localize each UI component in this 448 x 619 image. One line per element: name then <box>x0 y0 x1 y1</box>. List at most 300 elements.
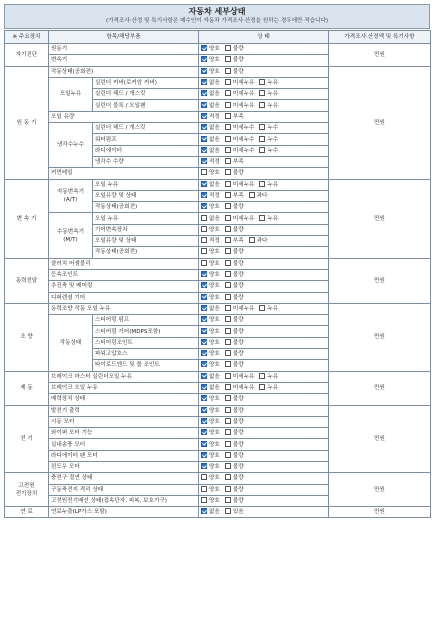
status-option[interactable] <box>201 158 220 166</box>
checked-checkbox-icon[interactable] <box>201 452 207 458</box>
main-device-label: 고전원 전기장치 <box>5 473 49 507</box>
checked-checkbox-icon[interactable] <box>201 350 207 356</box>
status-option[interactable] <box>225 429 244 437</box>
checkbox-icon[interactable] <box>225 79 231 85</box>
checked-checkbox-icon[interactable] <box>201 79 207 85</box>
checked-checkbox-icon[interactable] <box>201 203 207 209</box>
status-option[interactable] <box>225 192 244 200</box>
checkbox-icon[interactable] <box>259 384 265 390</box>
status-option[interactable] <box>201 226 220 234</box>
status-option-label: 미세누유 <box>232 91 255 98</box>
checkbox-icon[interactable] <box>201 474 207 480</box>
checkbox-icon[interactable] <box>259 181 265 187</box>
status-option[interactable] <box>225 497 244 505</box>
item-label: 와이퍼 모터 기능 <box>49 428 199 439</box>
status-option[interactable] <box>201 407 220 415</box>
checkbox-icon[interactable] <box>225 215 231 221</box>
status-option[interactable] <box>201 124 220 132</box>
status-option-label: 누수 <box>267 136 279 143</box>
status-option-label: 불량 <box>232 396 244 403</box>
checked-checkbox-icon[interactable] <box>201 113 207 119</box>
checkbox-icon[interactable] <box>225 350 231 356</box>
price-cell[interactable]: 만원 <box>329 258 431 303</box>
status-option[interactable] <box>201 215 220 223</box>
item-label: 고전원전기배선 상태(접속단자, 피복, 보호기구) <box>49 495 199 506</box>
status-option-label: 불량 <box>232 441 244 448</box>
checked-checkbox-icon[interactable] <box>201 418 207 424</box>
status-cell <box>199 428 329 439</box>
item-label: 구동축전지 격리 상태 <box>49 484 199 495</box>
status-option[interactable] <box>225 474 244 482</box>
checkbox-icon[interactable] <box>225 260 231 266</box>
item-label: 스티어링 펌프 <box>93 315 199 326</box>
status-option[interactable] <box>201 90 220 98</box>
item-label: 배력장치 상태 <box>49 394 199 405</box>
main-device-label: 동력전달 <box>5 258 49 303</box>
status-cell <box>199 281 329 292</box>
price-cell[interactable]: 만원 <box>329 303 431 371</box>
status-option[interactable] <box>201 339 220 347</box>
checkbox-icon[interactable] <box>225 361 231 367</box>
checkbox-icon[interactable] <box>225 316 231 322</box>
checked-checkbox-icon[interactable] <box>201 339 207 345</box>
status-option[interactable] <box>201 79 220 87</box>
price-cell[interactable]: 만원 <box>329 405 431 473</box>
price-cell[interactable]: 만원 <box>329 473 431 507</box>
status-option[interactable] <box>225 68 244 76</box>
status-option[interactable] <box>201 418 220 426</box>
checked-checkbox-icon[interactable] <box>201 463 207 469</box>
status-option-label: 불량 <box>232 452 244 459</box>
sub-category-label: 자동변속기 (A/T) <box>49 179 93 213</box>
price-cell[interactable]: 만원 <box>329 371 431 405</box>
status-option-label: 불량 <box>232 339 244 346</box>
status-option[interactable] <box>259 305 278 313</box>
status-cell <box>199 303 329 314</box>
status-option[interactable] <box>201 316 220 324</box>
status-option-label: 없음 <box>209 181 220 188</box>
checkbox-icon[interactable] <box>225 452 231 458</box>
checked-checkbox-icon[interactable] <box>201 441 207 447</box>
checkbox-icon[interactable] <box>201 169 207 175</box>
status-cell <box>199 55 329 66</box>
status-option-label: 미세누유 <box>232 385 255 392</box>
status-cell <box>199 326 329 337</box>
status-option-label: 양호 <box>209 68 220 75</box>
status-option[interactable] <box>201 68 220 76</box>
status-option[interactable] <box>201 429 220 437</box>
item-label: 스티어링조인트 <box>93 337 199 348</box>
status-cell <box>199 416 329 427</box>
checkbox-icon[interactable] <box>225 169 231 175</box>
main-device-label: 제 동 <box>5 371 49 405</box>
status-option[interactable] <box>201 350 220 358</box>
item-label: 연료누출(LP가스 포함) <box>49 507 199 518</box>
status-option[interactable] <box>201 136 220 144</box>
checkbox-icon[interactable] <box>225 373 231 379</box>
status-cell <box>199 315 329 326</box>
status-option-label: 양호 <box>209 418 220 425</box>
status-cell <box>199 371 329 382</box>
status-cell <box>199 439 329 450</box>
status-option-label: 없음 <box>209 373 220 380</box>
sub-category-label: 작동상태 <box>49 315 93 371</box>
item-label: 브레이크 오일 누유 <box>49 382 199 393</box>
item-label: 오일유량 및 상태 <box>93 236 199 247</box>
status-cell <box>199 66 329 77</box>
checkbox-icon[interactable] <box>259 102 265 108</box>
checkbox-icon[interactable] <box>201 226 207 232</box>
status-option[interactable] <box>259 384 278 392</box>
status-option[interactable] <box>249 192 268 200</box>
checkbox-icon[interactable] <box>201 248 207 254</box>
price-cell[interactable]: 만원 <box>329 507 431 518</box>
checkbox-icon[interactable] <box>225 271 231 277</box>
status-option[interactable] <box>201 102 220 110</box>
status-option-label: 미세누수 <box>232 147 255 154</box>
main-device-label: 원 동 기 <box>5 66 49 179</box>
status-cell <box>199 258 329 269</box>
status-option[interactable] <box>225 158 244 166</box>
status-option[interactable] <box>201 463 220 471</box>
status-option-label: 양호 <box>209 498 220 505</box>
status-option[interactable] <box>201 474 220 482</box>
status-option[interactable] <box>225 248 244 256</box>
checked-checkbox-icon[interactable] <box>201 124 207 130</box>
checkbox-icon[interactable] <box>259 305 265 311</box>
checked-checkbox-icon[interactable] <box>201 282 207 288</box>
status-option[interactable] <box>259 124 278 132</box>
status-option-label: 없음 <box>209 91 220 98</box>
status-option[interactable] <box>225 271 244 279</box>
item-label: 커먼레일 <box>49 168 199 179</box>
status-option[interactable] <box>225 294 244 302</box>
status-cell <box>199 224 329 235</box>
status-option[interactable] <box>225 350 244 358</box>
status-cell <box>199 394 329 405</box>
checked-checkbox-icon[interactable] <box>201 508 207 514</box>
status-option[interactable] <box>225 316 244 324</box>
checked-checkbox-icon[interactable] <box>201 395 207 401</box>
status-option-label: 누유 <box>267 91 279 98</box>
table-row <box>5 371 431 382</box>
item-label: 작동상태(공회전) <box>93 202 199 213</box>
status-option[interactable] <box>225 102 255 110</box>
status-option-label: 있음 <box>232 509 244 516</box>
status-option-label: 양호 <box>209 204 220 211</box>
status-option-label: 없음 <box>209 509 220 516</box>
item-label: 워터펌프 <box>93 134 199 145</box>
checkbox-icon[interactable] <box>201 486 207 492</box>
status-option[interactable] <box>201 282 220 290</box>
status-option[interactable] <box>201 113 220 121</box>
main-device-label: 변 속 기 <box>5 179 49 258</box>
checked-checkbox-icon[interactable] <box>201 384 207 390</box>
status-option[interactable] <box>225 384 255 392</box>
status-cell <box>199 236 329 247</box>
checkbox-icon[interactable] <box>225 497 231 503</box>
checkbox-icon[interactable] <box>225 102 231 108</box>
checkbox-icon[interactable] <box>225 441 231 447</box>
status-option[interactable] <box>225 226 244 234</box>
status-option[interactable] <box>225 452 244 460</box>
status-cell <box>199 507 329 518</box>
checkbox-icon[interactable] <box>259 147 265 153</box>
checkbox-icon[interactable] <box>225 124 231 130</box>
item-label: 실내송풍 모터 <box>49 439 199 450</box>
status-option-label: 불량 <box>232 283 244 290</box>
checkbox-icon[interactable] <box>201 260 207 266</box>
status-option[interactable] <box>225 124 255 132</box>
checkbox-icon[interactable] <box>249 237 255 243</box>
table-row <box>5 507 431 518</box>
checkbox-icon[interactable] <box>225 181 231 187</box>
header-status: 상 태 <box>199 31 329 44</box>
status-cell <box>199 179 329 190</box>
status-option[interactable] <box>201 181 220 189</box>
status-option[interactable] <box>201 305 220 313</box>
status-option[interactable] <box>225 237 244 245</box>
status-option[interactable] <box>201 147 220 155</box>
status-option-label: 양호 <box>209 351 220 358</box>
checkbox-icon[interactable] <box>201 497 207 503</box>
checkbox-icon[interactable] <box>225 203 231 209</box>
checkbox-icon[interactable] <box>225 384 231 390</box>
sub-category-label: 냉각수누수 <box>49 123 93 168</box>
status-option-label: 과다 <box>256 193 268 199</box>
status-option[interactable] <box>259 90 278 98</box>
checked-checkbox-icon[interactable] <box>201 90 207 96</box>
checkbox-icon[interactable] <box>259 373 265 379</box>
status-option[interactable] <box>201 203 220 211</box>
status-option[interactable] <box>201 56 220 64</box>
checkbox-icon[interactable] <box>225 339 231 345</box>
item-label: 작동상태(공회전) <box>49 66 199 77</box>
status-option[interactable] <box>225 305 255 313</box>
status-option-label: 미세누수 <box>232 125 255 132</box>
status-option[interactable] <box>259 79 278 87</box>
status-option[interactable] <box>225 282 244 290</box>
status-option[interactable] <box>259 215 278 223</box>
status-cell <box>199 461 329 472</box>
status-option[interactable] <box>201 271 220 279</box>
status-option-label: 양호 <box>209 46 220 53</box>
checkbox-icon[interactable] <box>225 45 231 51</box>
checked-checkbox-icon[interactable] <box>201 56 207 62</box>
status-option-label: 양호 <box>209 170 220 177</box>
status-option-label: 양호 <box>209 328 220 335</box>
status-option[interactable] <box>201 248 220 256</box>
checked-checkbox-icon[interactable] <box>201 158 207 164</box>
price-cell[interactable]: 만원 <box>329 179 431 258</box>
status-option-label: 양호 <box>209 226 220 233</box>
checkbox-icon[interactable] <box>225 407 231 413</box>
item-label: 실린더 블록 / 오일팬 <box>93 100 199 111</box>
checkbox-icon[interactable] <box>225 282 231 288</box>
checked-checkbox-icon[interactable] <box>201 305 207 311</box>
status-option-label: 양호 <box>209 260 220 267</box>
table-row <box>5 44 431 55</box>
status-option[interactable] <box>225 463 244 471</box>
status-cell <box>199 292 329 303</box>
status-option[interactable] <box>225 181 255 189</box>
checkbox-icon[interactable] <box>225 508 231 514</box>
checkbox-icon[interactable] <box>259 90 265 96</box>
status-option[interactable] <box>201 486 220 494</box>
checkbox-icon[interactable] <box>225 226 231 232</box>
checkbox-icon[interactable] <box>225 136 231 142</box>
status-option[interactable] <box>225 113 244 121</box>
checked-checkbox-icon[interactable] <box>201 328 207 334</box>
status-option-label: 양호 <box>209 317 220 324</box>
status-option[interactable] <box>225 79 255 87</box>
price-cell[interactable]: 만원 <box>329 44 431 67</box>
status-option[interactable] <box>201 237 220 245</box>
status-option[interactable] <box>225 395 244 403</box>
checked-checkbox-icon[interactable] <box>201 192 207 198</box>
status-option[interactable] <box>225 169 244 177</box>
status-option[interactable] <box>225 260 244 268</box>
item-label: 작동상태(공회전) <box>93 247 199 258</box>
status-option-label: 미세누유 <box>232 305 255 312</box>
item-label: 냉각수 수량 <box>93 156 199 167</box>
checkbox-icon[interactable] <box>249 192 255 198</box>
status-option[interactable] <box>201 441 220 449</box>
status-option[interactable] <box>225 215 255 223</box>
checked-checkbox-icon[interactable] <box>201 102 207 108</box>
status-option-label: 없음 <box>209 147 220 154</box>
status-option[interactable] <box>201 395 220 403</box>
status-option[interactable] <box>201 45 220 53</box>
status-option[interactable] <box>225 328 244 336</box>
checked-checkbox-icon[interactable] <box>201 181 207 187</box>
checkbox-icon[interactable] <box>225 158 231 164</box>
status-option[interactable] <box>225 373 255 381</box>
status-option[interactable] <box>225 203 244 211</box>
checkbox-icon[interactable] <box>225 192 231 198</box>
status-option[interactable] <box>201 508 220 516</box>
status-option-label: 불량 <box>232 226 244 233</box>
checkbox-icon[interactable] <box>225 147 231 153</box>
status-option[interactable] <box>225 418 244 426</box>
page-title: 자동차 세부상태 <box>188 7 246 16</box>
status-option[interactable] <box>225 56 244 64</box>
checkbox-icon[interactable] <box>225 237 231 243</box>
status-option[interactable] <box>225 441 244 449</box>
checked-checkbox-icon[interactable] <box>201 361 207 367</box>
checkbox-icon[interactable] <box>259 79 265 85</box>
status-option[interactable] <box>259 136 278 144</box>
checked-checkbox-icon[interactable] <box>201 407 207 413</box>
status-option[interactable] <box>225 136 255 144</box>
checkbox-icon[interactable] <box>225 294 231 300</box>
status-option[interactable] <box>225 147 255 155</box>
status-option[interactable] <box>259 181 278 189</box>
status-option-label: 불량 <box>232 328 244 335</box>
checkbox-icon[interactable] <box>201 237 207 243</box>
status-option-label: 불량 <box>232 362 244 369</box>
status-option-label: 없음 <box>209 80 220 87</box>
status-cell <box>199 247 329 258</box>
status-option[interactable] <box>201 192 220 200</box>
status-option-label: 누유 <box>267 215 279 222</box>
price-cell[interactable]: 만원 <box>329 66 431 179</box>
checked-checkbox-icon[interactable] <box>201 45 207 51</box>
checked-checkbox-icon[interactable] <box>201 373 207 379</box>
status-option-label: 양호 <box>209 475 220 482</box>
status-option-label: 양호 <box>209 452 220 459</box>
status-option[interactable] <box>201 328 220 336</box>
status-option[interactable] <box>259 373 278 381</box>
checkbox-icon[interactable] <box>225 68 231 74</box>
status-option[interactable] <box>249 237 268 245</box>
checked-checkbox-icon[interactable] <box>201 136 207 142</box>
status-option-label: 미세누유 <box>232 181 255 188</box>
checked-checkbox-icon[interactable] <box>201 429 207 435</box>
status-option[interactable] <box>201 169 220 177</box>
status-option[interactable] <box>259 102 278 110</box>
status-option[interactable] <box>225 508 244 516</box>
checkbox-icon[interactable] <box>225 305 231 311</box>
checkbox-icon[interactable] <box>225 328 231 334</box>
checked-checkbox-icon[interactable] <box>201 68 207 74</box>
table-row <box>5 66 431 77</box>
status-option[interactable] <box>225 90 255 98</box>
checkbox-icon[interactable] <box>225 56 231 62</box>
checkbox-icon[interactable] <box>225 113 231 119</box>
status-option[interactable] <box>225 486 244 494</box>
checkbox-icon[interactable] <box>225 463 231 469</box>
status-option[interactable] <box>201 497 220 505</box>
status-cell <box>199 145 329 156</box>
checkbox-icon[interactable] <box>259 124 265 130</box>
checked-checkbox-icon[interactable] <box>201 294 207 300</box>
checkbox-icon[interactable] <box>225 90 231 96</box>
checked-checkbox-icon[interactable] <box>201 147 207 153</box>
checkbox-icon[interactable] <box>201 215 207 221</box>
status-cell <box>199 111 329 122</box>
status-option[interactable] <box>201 384 220 392</box>
status-option[interactable] <box>201 452 220 460</box>
checkbox-icon[interactable] <box>225 474 231 480</box>
status-option-label: 누유 <box>267 181 279 188</box>
status-option[interactable] <box>201 260 220 268</box>
status-option[interactable] <box>201 361 220 369</box>
checked-checkbox-icon[interactable] <box>201 271 207 277</box>
status-option-label: 불량 <box>232 46 244 53</box>
status-option-label: 부족 <box>232 238 244 245</box>
status-option-label: 없음 <box>209 385 220 392</box>
checkbox-icon[interactable] <box>225 486 231 492</box>
checkbox-icon[interactable] <box>225 429 231 435</box>
status-option[interactable] <box>225 361 244 369</box>
status-option[interactable] <box>225 45 244 53</box>
table-row <box>5 303 431 314</box>
checkbox-icon[interactable] <box>225 248 231 254</box>
status-option[interactable] <box>201 373 220 381</box>
status-option[interactable] <box>225 407 244 415</box>
status-option[interactable] <box>259 147 278 155</box>
status-option[interactable] <box>201 294 220 302</box>
checkbox-icon[interactable] <box>259 136 265 142</box>
checkbox-icon[interactable] <box>225 395 231 401</box>
item-label: 오일 누유 <box>93 179 199 190</box>
checked-checkbox-icon[interactable] <box>201 316 207 322</box>
status-option-label: 미세누유 <box>232 80 255 87</box>
checkbox-icon[interactable] <box>259 215 265 221</box>
status-option[interactable] <box>225 339 244 347</box>
checkbox-icon[interactable] <box>225 418 231 424</box>
